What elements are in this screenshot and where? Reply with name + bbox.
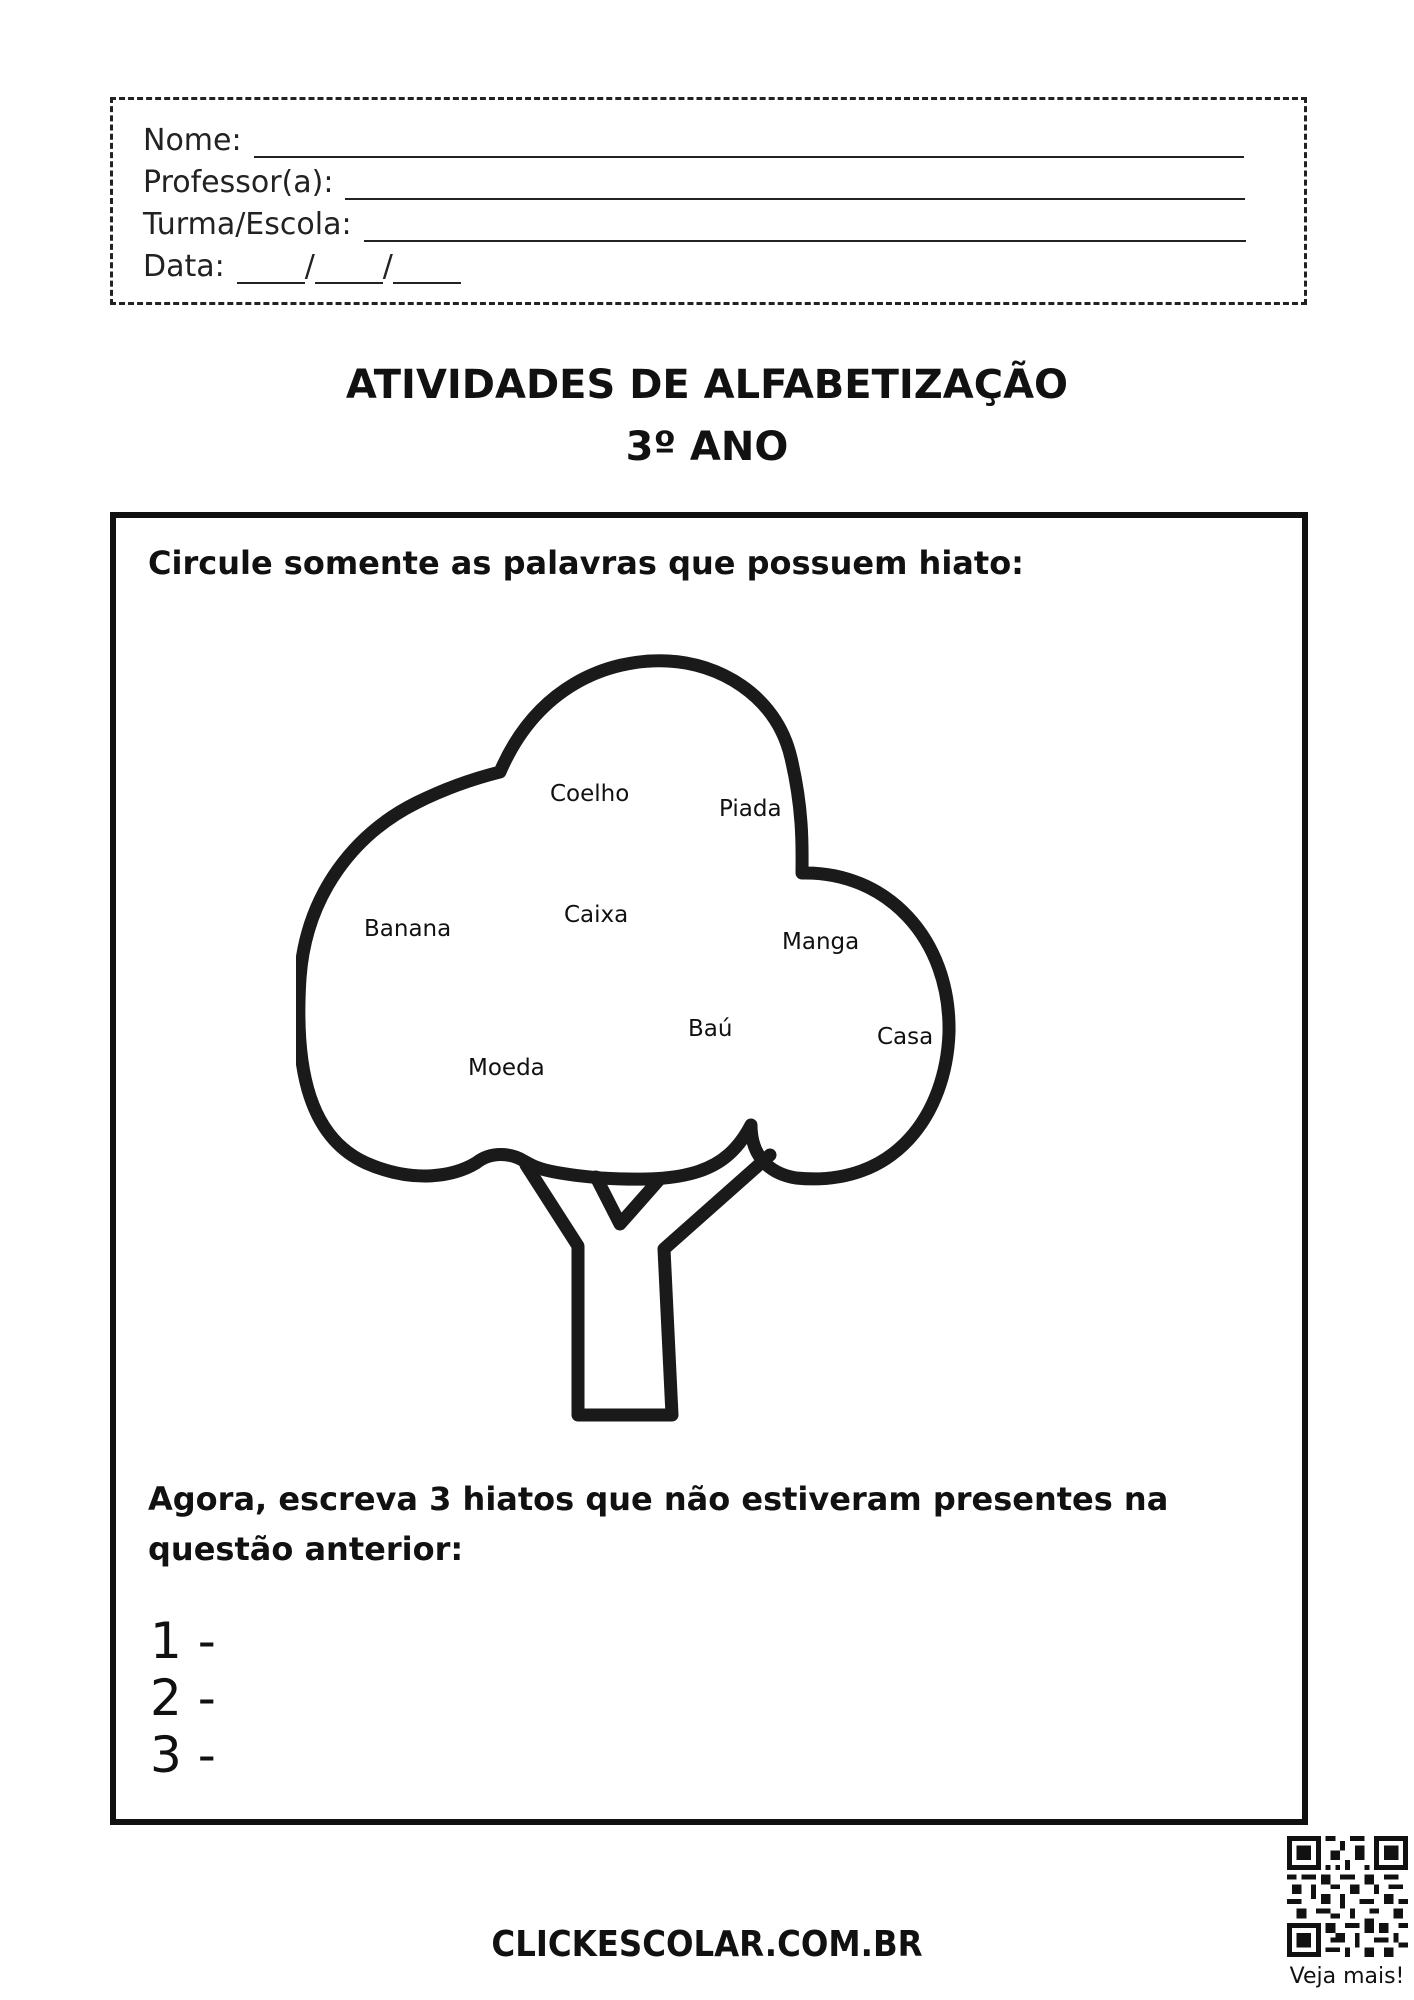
answer-line-2[interactable]: 2 -: [150, 1669, 216, 1727]
teacher-field[interactable]: [345, 168, 1245, 200]
date-month-field[interactable]: [315, 252, 383, 284]
student-info-box: [110, 97, 1307, 305]
date-separator: /: [382, 249, 393, 284]
class-label: Turma/Escola:: [143, 207, 352, 242]
site-url[interactable]: CLICKESCOLAR.COM.BR: [491, 1924, 923, 1965]
page-title: ATIVIDADES DE ALFABETIZAÇÃO: [345, 362, 1069, 408]
tree-word-banana[interactable]: Banana: [364, 916, 452, 942]
tree-illustration: [296, 653, 1096, 1433]
answer-line-3[interactable]: 3 -: [150, 1726, 216, 1784]
date-year-field[interactable]: [393, 252, 461, 284]
name-label: Nome:: [143, 123, 242, 158]
tree-word-bau[interactable]: Baú: [688, 1016, 733, 1042]
question-2: Agora, escreva 3 hiatos que não estiveram presentes na questão anterior:: [148, 1480, 1169, 1568]
tree-word-casa[interactable]: Casa: [877, 1024, 934, 1050]
question-1: Circule somente as palavras que possuem hiato:: [148, 544, 1024, 582]
qr-code-icon[interactable]: [1287, 1836, 1408, 1957]
class-field[interactable]: [364, 210, 1246, 242]
activity-box: [110, 512, 1308, 1825]
class-row: [143, 200, 1246, 242]
name-row: [143, 116, 1244, 158]
tree-word-coelho[interactable]: Coelho: [550, 781, 630, 807]
date-label: Data:: [143, 249, 225, 284]
tree-word-manga[interactable]: Manga: [782, 929, 860, 955]
date-row: [143, 242, 461, 284]
date-separator: /: [304, 249, 315, 284]
name-field[interactable]: [254, 126, 1244, 158]
tree-word-caixa[interactable]: Caixa: [564, 902, 629, 928]
tree-word-piada[interactable]: Piada: [719, 796, 782, 822]
answer-line-1[interactable]: 1 -: [150, 1612, 216, 1670]
tree-word-moeda[interactable]: Moeda: [468, 1055, 545, 1081]
date-day-field[interactable]: [237, 252, 305, 284]
page-subtitle: 3º ANO: [625, 424, 789, 470]
qr-caption: Veja mais!: [1289, 1964, 1405, 1989]
teacher-label: Professor(a):: [143, 165, 334, 200]
teacher-row: [143, 158, 1245, 200]
